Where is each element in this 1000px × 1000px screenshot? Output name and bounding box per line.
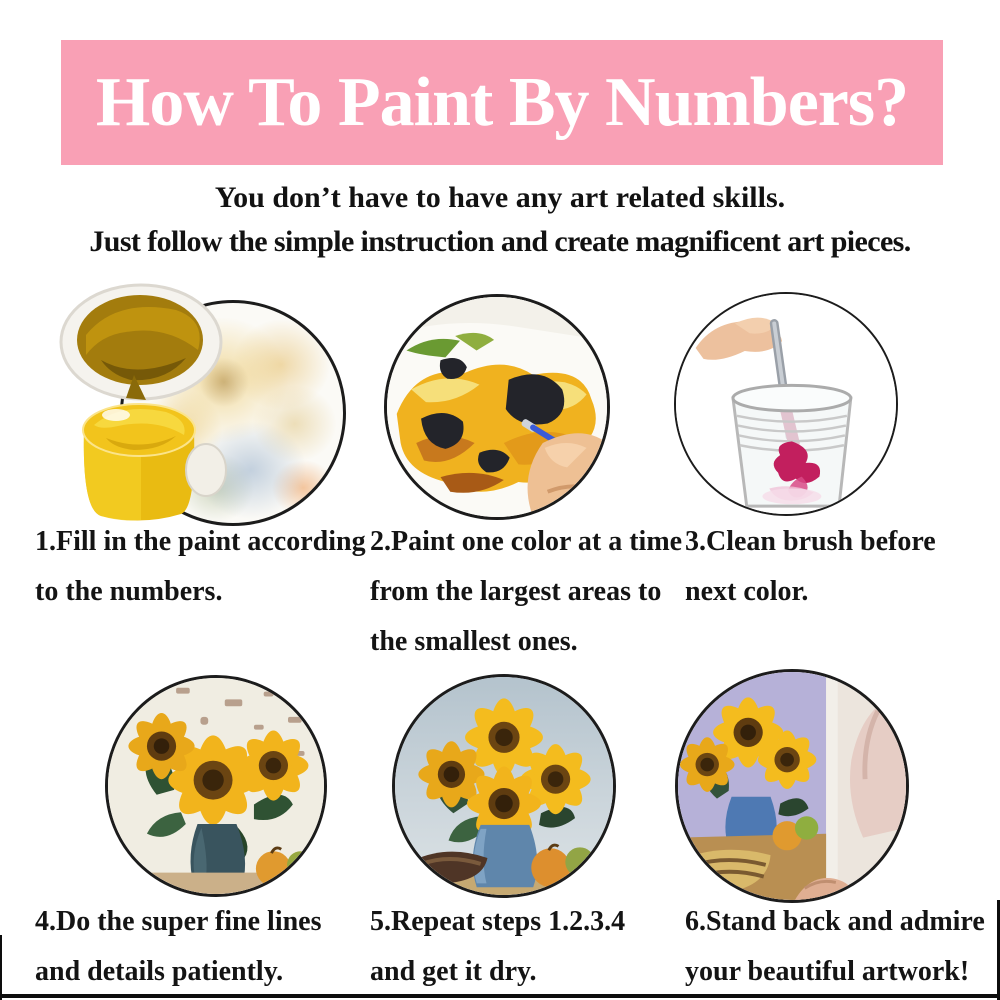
caption-line: next color. — [685, 576, 809, 607]
step5-image-finished-still-life — [392, 674, 616, 898]
page-title: How To Paint By Numbers? — [95, 63, 909, 141]
page-border-bottom — [0, 994, 1000, 998]
intro-line-2: Just follow the simple instruction and create magnificent art pieces. — [89, 225, 911, 258]
holding-artwork-icon — [678, 672, 906, 900]
paint-pots-icon — [46, 280, 244, 528]
caption-line: and get it dry. — [370, 956, 537, 987]
caption-line: 3.Clean brush before — [685, 526, 936, 557]
sunflower-painting-icon — [387, 297, 607, 517]
step4-caption — [35, 897, 322, 997]
title-banner — [61, 40, 943, 165]
caption-line: to the numbers. — [35, 576, 223, 607]
step1-caption — [35, 517, 366, 617]
step6-image-admire-artwork — [675, 669, 909, 903]
caption-line: 5.Repeat steps 1.2.3.4 — [370, 906, 626, 937]
caption-line: 1.Fill in the paint according — [35, 526, 366, 557]
step2-caption — [370, 517, 682, 667]
step3-image-clean-brush-cup — [674, 292, 898, 516]
caption-line: 6.Stand back and admire — [685, 906, 985, 937]
caption-line: the smallest ones. — [370, 626, 578, 657]
caption-line: and details patiently. — [35, 956, 284, 987]
step2-image-painting-sunflowers — [384, 294, 610, 520]
caption-line: your beautiful artwork! — [685, 956, 970, 987]
finished-painting-icon — [395, 677, 613, 895]
brush-rinse-icon — [676, 294, 896, 514]
intro-line-1: You don’t have to have any art related skills. — [214, 181, 786, 214]
paint-pots-illustration — [46, 280, 244, 528]
caption-line: 4.Do the super fine lines — [35, 906, 322, 937]
caption-line: from the largest areas to — [370, 576, 662, 607]
step5-caption — [370, 897, 625, 997]
step3-caption — [685, 517, 936, 617]
page-border-left — [0, 935, 2, 1000]
step4-image-fine-lines-painting — [105, 675, 327, 897]
caption-line: 2.Paint one color at a time — [370, 526, 683, 557]
step6-caption — [685, 897, 985, 997]
sunflower-vase-progress-icon — [108, 678, 324, 894]
